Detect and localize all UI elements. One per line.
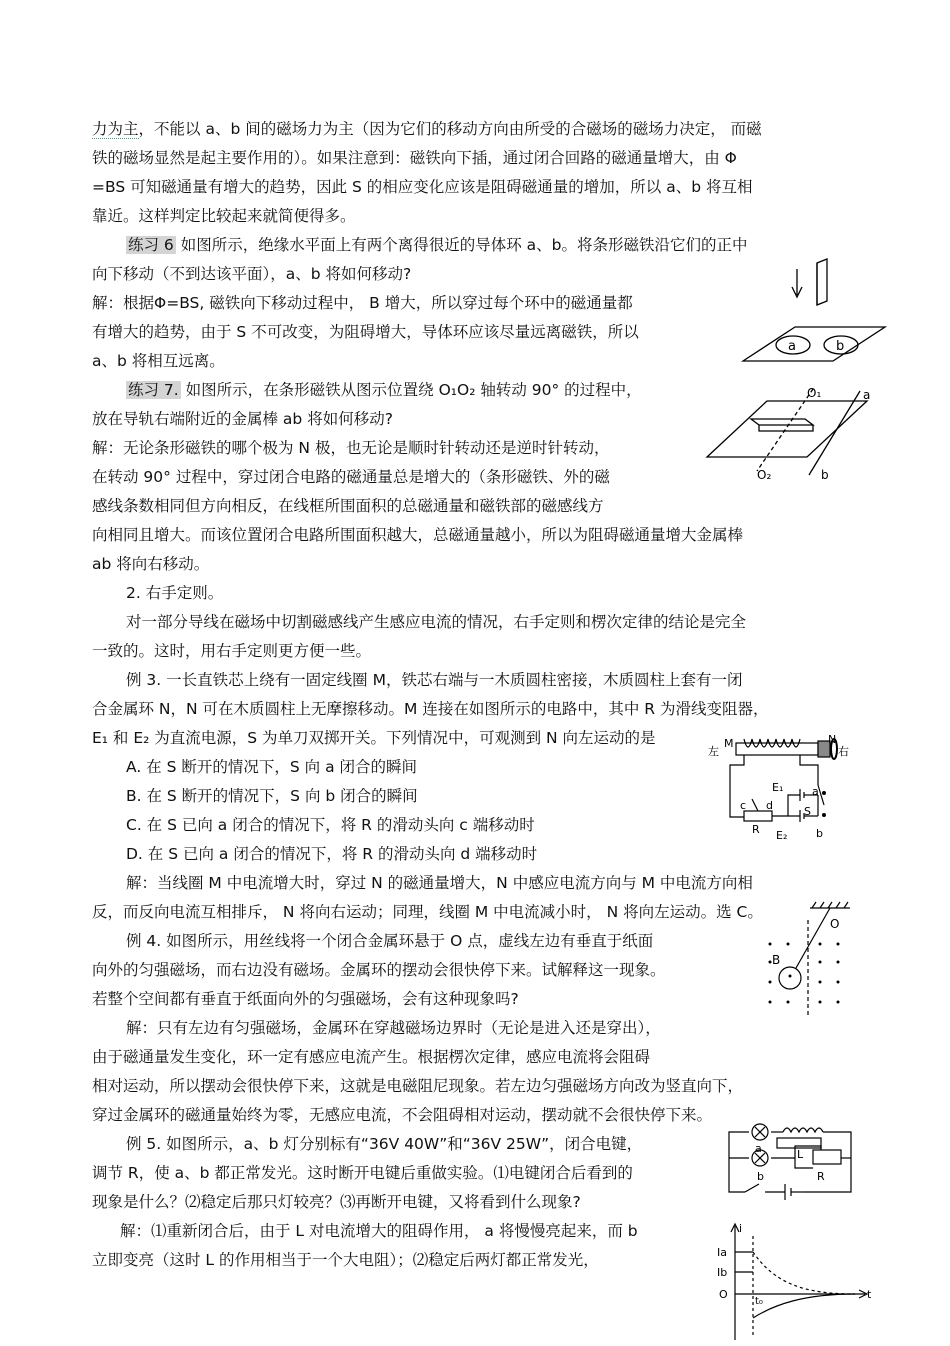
para-line: a、b 将相互远离。 (92, 352, 225, 370)
option-c: C. 在 S 已向 a 闭合的情况下，将 R 的滑动头向 c 端移动时 (126, 816, 535, 834)
label-r: R (817, 1170, 825, 1183)
rail-plane (707, 401, 867, 457)
para-line: E₁ 和 E₂ 为直流电源，S 为单刀双掷开关。下列情况中，可观测到 N 向左运动的是 (92, 729, 656, 747)
option-a: A. 在 S 断开的情况下，S 向 a 闭合的瞬间 (126, 758, 417, 776)
label-c: c (740, 799, 747, 812)
label-b: B (772, 953, 781, 967)
label-i: i (739, 1222, 743, 1235)
para-line: 例 4. 如图所示，用丝线将一个闭合金属环悬于 O 点，虚线左边有垂直于纸面 (126, 932, 654, 950)
label-b: b (757, 1170, 764, 1183)
label-a: a (863, 388, 871, 402)
bar-magnet (751, 419, 813, 425)
label-t0: t₀ (755, 1296, 763, 1307)
para-line: 力为主，不能以 a、b 间的磁场力为主（因为它们的移动方向由所受的合磁场的磁场力决定， 而磁 (92, 120, 762, 138)
horizontal-plane (743, 327, 885, 361)
figure-current-graph (715, 1222, 875, 1342)
decay-curve-b (753, 1294, 855, 1318)
label-r: R (752, 823, 760, 836)
switch-s (818, 785, 824, 805)
para-line: 调节 R，使 a、b 都正常发光。这时断开电键后重做实验。⑴电键闭合后看到的 (92, 1164, 633, 1182)
para-line: 解：无论条形磁铁的哪个极为 N 极，也无论是顺时针转动还是逆时针转动， (92, 439, 610, 457)
label-ib: Ib (717, 1266, 728, 1279)
decay-curve-a (753, 1252, 855, 1294)
para-line: 穿过金属环的磁通量始终为零，无感应电流，不会阻碍相对运动，摆动就不会很快停下来。 (92, 1106, 713, 1124)
iron-core (736, 743, 818, 755)
figure-rotating-magnet (705, 385, 875, 485)
para-line: 靠近。这样判定比较起来就简便得多。 (92, 207, 356, 225)
para-line: 一致的。这时，用右手定则更方便一些。 (92, 642, 372, 660)
label-left: 左 (708, 745, 719, 758)
label-right: 右 (838, 745, 849, 758)
inductor-l (783, 1128, 823, 1132)
exercise-label: 练习 7. (128, 381, 179, 399)
rheostat-r (813, 1150, 841, 1164)
para-line: =BS 可知磁通量有增大的趋势，因此 S 的相应变化应该是阻碍磁通量的增加，所以 a、b 将互相 (92, 178, 753, 196)
para-line: 感线条数相同但方向相反，在线框所围面积的总磁通量和磁铁部的磁感线方 (92, 497, 604, 515)
ring-a-label: a (788, 339, 796, 354)
para-line: 解：⑴重新闭合后，由于 L 对电流增大的阻碍作用， a 将慢慢亮起来，而 b (120, 1222, 638, 1240)
para-line: 现象是什么？⑵稳定后那只灯较亮？⑶再断开电键，又将看到什么现象? (92, 1193, 581, 1211)
label-ia: Ia (717, 1246, 727, 1259)
figure-magnet-rings (735, 255, 895, 370)
option-b: B. 在 S 断开的情况下，S 向 b 闭合的瞬间 (126, 787, 418, 805)
para-line: 铁的磁场显然是起主要作用的）。如果注意到：磁铁向下插，通过闭合回路的磁通量增大，由 Φ (92, 149, 737, 167)
para-line: 向外的匀强磁场，而右边没有磁场。金属环的摆动会很快停下来。试解释这一现象。 (92, 961, 666, 979)
para-line: 对一部分导线在磁场中切割磁感线产生感应电流的情况，右手定则和楞次定律的结论是完全 (126, 613, 747, 631)
para-line: 由于磁通量发生变化，环一定有感应电流产生。根据楞次定律，感应电流将会阻碍 (92, 1048, 651, 1066)
para-line: 放在导轨右端附近的金属棒 ab 将如何移动? (92, 410, 393, 428)
label-l: L (797, 1148, 804, 1161)
label-o2: O₂ (757, 468, 772, 482)
ring-b-label: b (836, 339, 845, 354)
switch-key (745, 1184, 759, 1192)
figure-lamp-circuit (725, 1128, 860, 1200)
para-line: 解：根据Φ=BS, 磁铁向下移动过程中， B 增大，所以穿过每个环中的磁通量都 (92, 294, 633, 312)
label-t: t (867, 1288, 872, 1301)
wire (800, 755, 818, 785)
metal-ring (779, 967, 801, 989)
wire (729, 1132, 749, 1192)
para-line: 相对运动，所以摆动会很快停下来，这就是电磁阻尼现象。若左边匀强磁场方向改为竖直向下， (92, 1077, 744, 1095)
label-o1: O₁ (807, 386, 822, 400)
para-line: 解：当线圈 M 中电流增大时，穿过 N 的磁通量增大，N 中感应电流方向与 M 中电流方向相 (126, 874, 753, 892)
label-o: O (719, 1288, 728, 1301)
lamp-a-icon (752, 1124, 768, 1140)
exercise-7-heading: 练习 7. 如图所示，在条形磁铁从图示位置绕 O₁O₂ 轴转动 90° 的过程中， (128, 381, 642, 399)
field-dots (769, 943, 840, 1004)
para-line: ab 将向右移动。 (92, 555, 210, 573)
bar-magnet (817, 259, 827, 305)
label-e1: E₁ (772, 781, 784, 794)
figure-coil-circuit (708, 735, 858, 843)
para-line: 向相同且增大。而该位置闭合电路所围面积越大，总磁通量越小，所以为阻碍磁通量增大金属棒 (92, 526, 744, 544)
metal-rod-ab (809, 391, 860, 475)
exercise-label: 练习 6 (128, 236, 174, 254)
para-line: 若整个空间都有垂直于纸面向外的匀强磁场，会有这种现象吗? (92, 990, 519, 1008)
label-a: a (755, 1142, 762, 1155)
rheostat-r (744, 811, 772, 821)
para-line: 在转动 90° 过程中，穿过闭合电路的磁通量总是增大的（条形磁铁、外的磁 (92, 468, 610, 486)
label-n: N (828, 733, 837, 746)
label-m: M (724, 737, 734, 750)
para-line: 反，而反向电流互相排斥， N 将向右运动；同理，线圈 M 中电流减小时， N 将向左运动。选 C。 (92, 903, 763, 921)
label-a: a (812, 785, 819, 798)
para-line: 例 3. 一长直铁芯上绕有一固定线圈 M，铁芯右端与一木质圆柱密接，木质圆柱上套有一闭 (126, 671, 743, 689)
para-line: 合金属环 N，N 可在木质圆柱上无摩擦移动。M 连接在如图所示的电路中，其中 R 为滑线变阻器， (92, 700, 769, 718)
para-line: 立即变亮（这时 L 的作用相当于一个大电阻）；⑵稳定后两灯都正常发光， (92, 1251, 599, 1269)
para-line: 有增大的趋势，由于 S 不可改变，为阻碍增大，导体环应该尽量远离磁铁，所以 (92, 323, 639, 341)
label-b: b (816, 827, 823, 840)
label-o: O (830, 917, 840, 931)
figure-pendulum (760, 898, 855, 1018)
exercise-6-heading: 练习 6 如图所示，绝缘水平面上有两个离得很近的导体环 a、b。将条形磁铁沿它们的正中 (128, 236, 748, 254)
label-d: d (766, 799, 773, 812)
underlined-word: 力为主 (92, 120, 139, 138)
label-s: S (804, 805, 811, 818)
para-line: 解：只有左边有匀强磁场，金属环在穿越磁场边界时（无论是进入还是穿出）， (126, 1019, 661, 1037)
silk-thread (796, 908, 830, 968)
option-d: D. 在 S 已向 a 闭合的情况下，将 R 的滑动头向 d 端移动时 (126, 845, 538, 863)
para-line: 例 5. 如图所示，a、b 灯分别标有“36V 40W”和“36V 25W”，闭合电键， (126, 1135, 643, 1153)
label-b: b (821, 468, 829, 482)
label-e2: E₂ (776, 829, 788, 842)
section-title: 2. 右手定则。 (126, 584, 224, 602)
para-line: 向下移动（不到达该平面），a、b 将如何移动? (92, 265, 412, 283)
